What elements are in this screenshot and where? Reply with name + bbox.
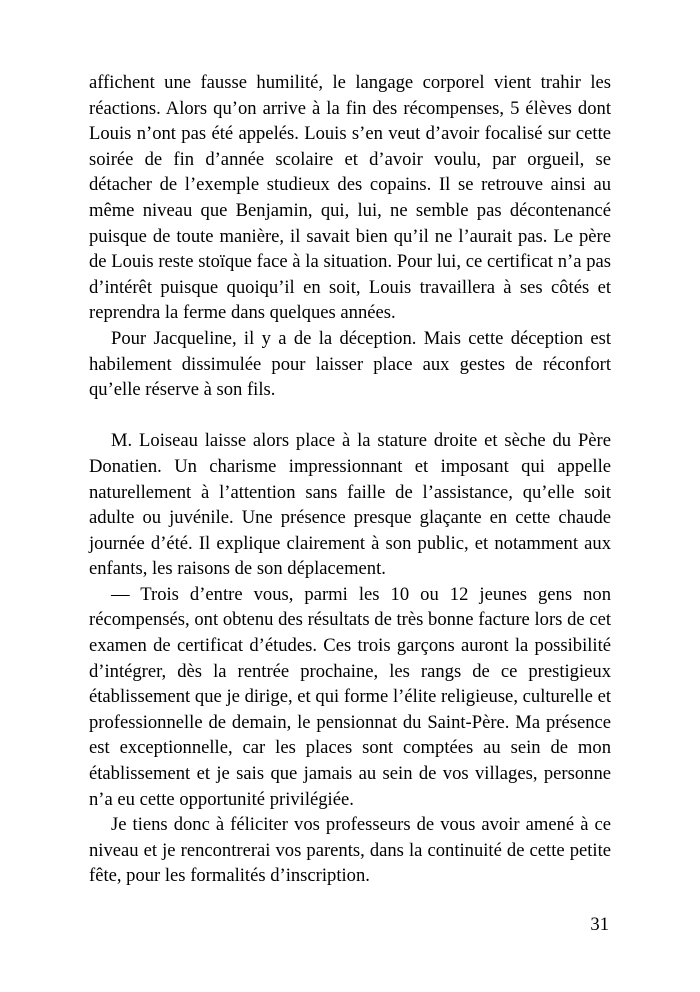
section-break — [89, 403, 611, 429]
paragraph-dialogue: — Trois d’entre vous, parmi les 10 ou 12 jeunes gens non récompensés, ont obtenu des résultats de très bonne facture lors de cet examen de certificat d’études. Ces trois garçons auront la possibilité d’intégrer, dès la rentrée prochaine, les rangs de ce prestigieux établissement que je dirige, et qui forme l’élite religieuse, culturelle et professionnelle de demain, le pensionnat du Saint-Père. Ma présence est exceptionnelle, car les places sont comptées au sein de mon établissement et je sais que jamais au sein de vos villages, personne n’a eu cette opportunité privilégiée. — [89, 583, 611, 810]
paragraph-loiseau: M. Loiseau laisse alors place à la stature droite et sèche du Père Donatien. Un charisme impressionnant et imposant qui appelle naturellement à l’attention sans faille de l’assistance, qu’elle soit adulte ou juvénile. Une présence presque glaçante en cette chaude journée d’été. Il explique clairement à son public, et notamment aux enfants, les raisons de son déplacement. — [89, 430, 611, 580]
paragraph-closing: Je tiens donc à féliciter vos professeurs de vous avoir amené à ce niveau et je rencontrerai vos parents, dans la continuité de cette petite fête, pour les formalités d’inscription. — [89, 814, 611, 887]
paragraph-continued: affichent une fausse humilité, le langage corporel vient trahir les réactions. Alors qu’on arrive à la fin des récompenses, 5 élèves dont Louis n’ont pas été appelés. Louis s’en veut d’avoir focalisé sur cette soirée de fin d’année scolaire et d’avoir voulu, par orgueil, se détacher de l’exemple studieux des copains. Il se retrouve ainsi au même niveau que Benjamin, qui, lui, ne semble pas décontenancé puisque de toute manière, il savait bien qu’il ne l’aurait pas. Le père de Louis reste stoïque face à la situation. Pour lui, ce certificat n’a pas d’intérêt puisque quoiqu’il en soit, Louis travaillera à ses côtés et reprendra la ferme dans quelques années. — [89, 72, 611, 324]
page-body — [89, 70, 611, 889]
paragraph-jacqueline: Pour Jacqueline, il y a de la déception. Mais cette déception est habilement dissimulée pour laisser place aux gestes de réconfort qu’elle réserve à son fils. — [89, 327, 611, 401]
page-number: 31 — [590, 914, 609, 935]
